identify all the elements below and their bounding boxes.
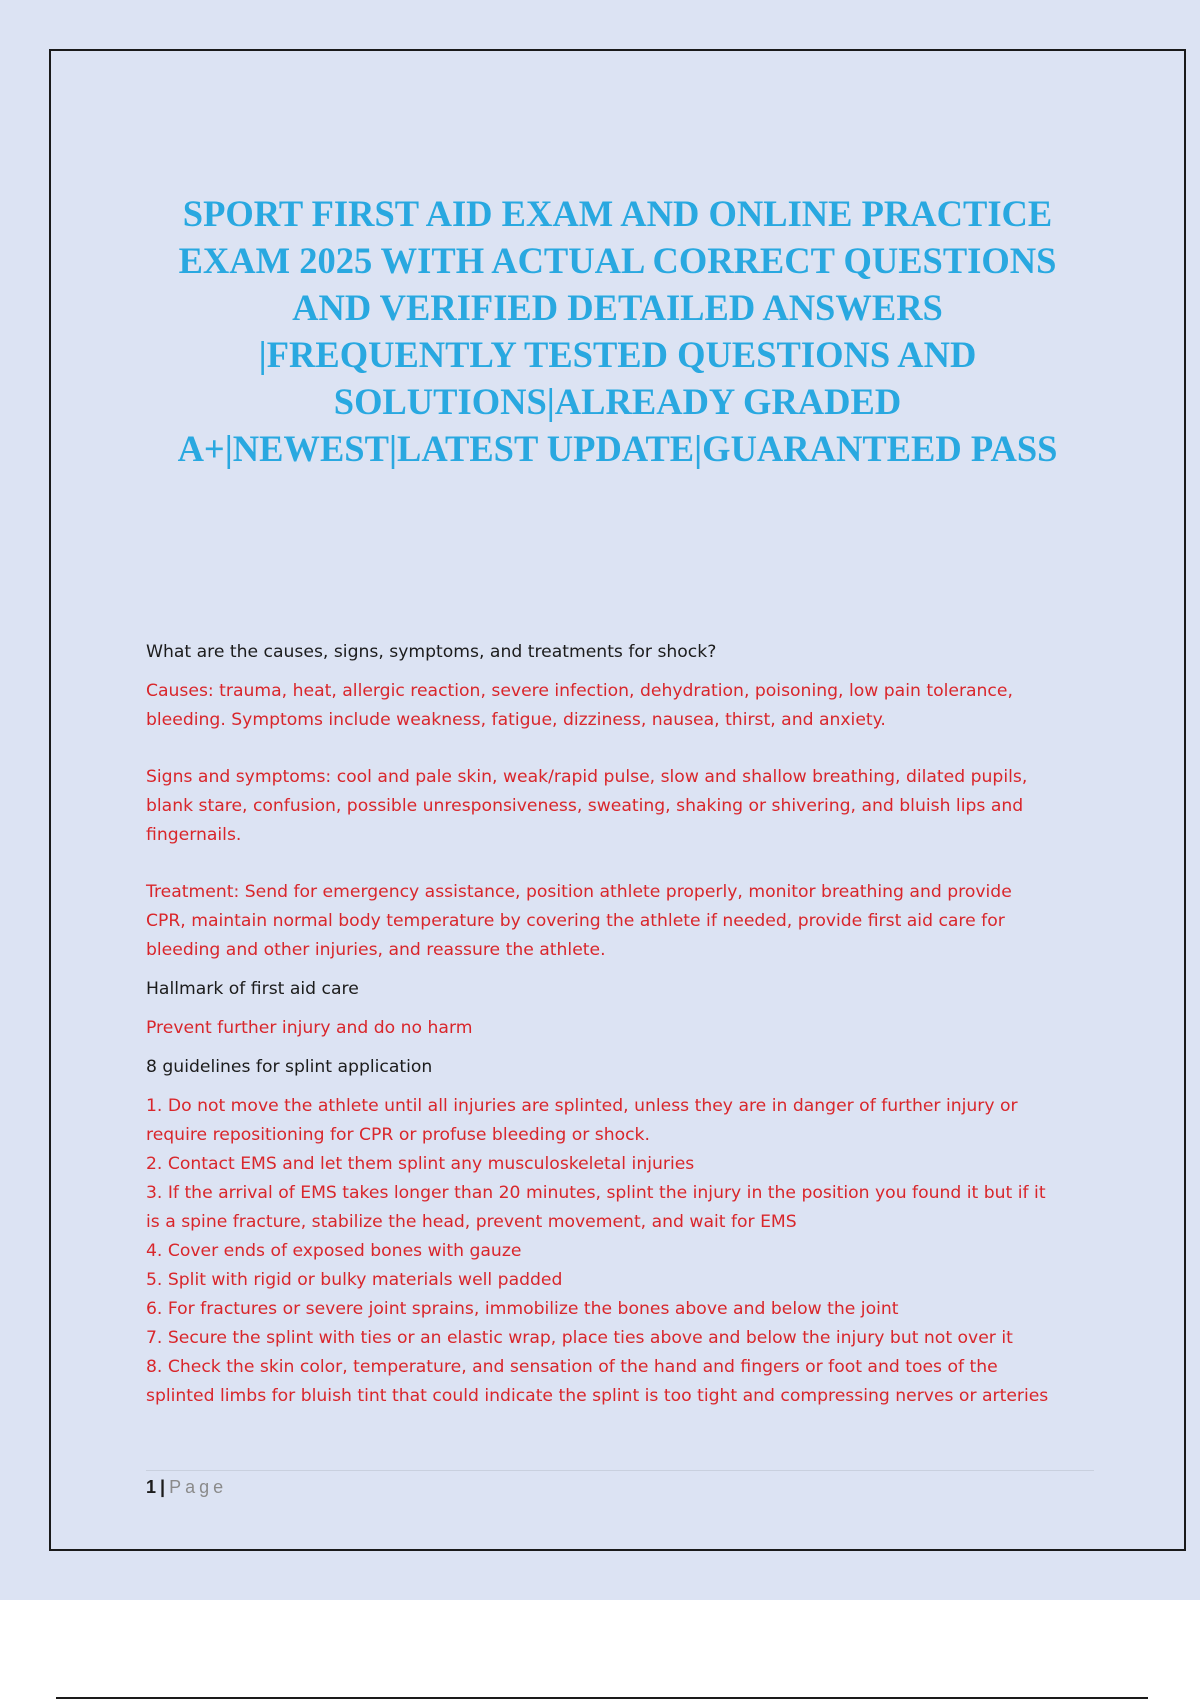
answer-line: fingernails.	[146, 825, 242, 845]
question-shock: What are the causes, signs, symptoms, and treatments for shock?	[146, 642, 717, 662]
footer-separator: |	[160, 1477, 166, 1497]
answer-splint-guidelines	[146, 1092, 1096, 1411]
answer-line: bleeding. Symptoms include weakness, fatigue, dizziness, nausea, thirst, and anxiety.	[146, 710, 886, 730]
answer-line: blank stare, confusion, possible unresponsiveness, sweating, shaking or shivering, and bluish lips and	[146, 796, 1024, 816]
document-title	[130, 190, 1105, 472]
title-line: EXAM 2025 WITH ACTUAL CORRECT QUESTIONS	[178, 240, 1057, 281]
answer-line: bleeding and other injuries, and reassure the athlete.	[146, 940, 606, 960]
answer-line: Signs and symptoms: cool and pale skin, weak/rapid pulse, slow and shallow breathing, dilated pupils,	[146, 767, 1028, 787]
answer-line: 1. Do not move the athlete until all injuries are splinted, unless they are in danger of further injury or	[146, 1096, 1018, 1116]
answer-shock-causes	[146, 677, 1096, 735]
answer-line: Treatment: Send for emergency assistance, position athlete properly, monitor breathing and provide	[146, 882, 1012, 902]
next-page-edge	[56, 1697, 1148, 1699]
answer-line: 6. For fractures or severe joint sprains, immobilize the bones above and below the joint	[146, 1299, 899, 1319]
answer-shock-signs	[146, 763, 1096, 850]
answer-line: require repositioning for CPR or profuse bleeding or shock.	[146, 1125, 650, 1145]
qa-content	[146, 638, 1096, 1411]
page-footer	[146, 1472, 227, 1502]
answer-shock-treatment	[146, 878, 1096, 965]
answer-line: is a spine fracture, stabilize the head, prevent movement, and wait for EMS	[146, 1212, 797, 1232]
answer-hallmark	[146, 1014, 1096, 1043]
answer-line: 3. If the arrival of EMS takes longer than 20 minutes, splint the injury in the position you found it but if it	[146, 1183, 1046, 1203]
title-line: SPORT FIRST AID EXAM AND ONLINE PRACTICE	[182, 193, 1053, 234]
answer-line: splinted limbs for bluish tint that could indicate the splint is too tight and compressing nerves or arteries	[146, 1386, 1049, 1406]
question-splint: 8 guidelines for splint application	[146, 1057, 433, 1077]
answer-line: CPR, maintain normal body temperature by covering the athlete if needed, provide first aid care for	[146, 911, 1005, 931]
answer-line: 5. Split with rigid or bulky materials well padded	[146, 1270, 563, 1290]
title-line: |FREQUENTLY TESTED QUESTIONS AND	[258, 334, 977, 375]
title-line: SOLUTIONS|ALREADY GRADED	[333, 381, 902, 422]
page-number: 1	[146, 1477, 157, 1497]
title-line: A+|NEWEST|LATEST UPDATE|GUARANTEED PASS	[177, 428, 1058, 469]
footer-divider	[146, 1470, 1094, 1471]
answer-line: Causes: trauma, heat, allergic reaction, severe infection, dehydration, poisoning, low pain tolerance,	[146, 681, 1013, 701]
title-line: AND VERIFIED DETAILED ANSWERS	[292, 287, 943, 328]
answer-line: 2. Contact EMS and let them splint any musculoskeletal injuries	[146, 1154, 695, 1174]
answer-line: Prevent further injury and do no harm	[146, 1018, 473, 1038]
answer-line: 8. Check the skin color, temperature, and sensation of the hand and fingers or foot and toes of the	[146, 1357, 998, 1377]
answer-line: 4. Cover ends of exposed bones with gauze	[146, 1241, 522, 1261]
page-label: Page	[169, 1477, 228, 1497]
question-hallmark: Hallmark of first aid care	[146, 979, 359, 999]
answer-line: 7. Secure the splint with ties or an elastic wrap, place ties above and below the injury but not over it	[146, 1328, 1013, 1348]
